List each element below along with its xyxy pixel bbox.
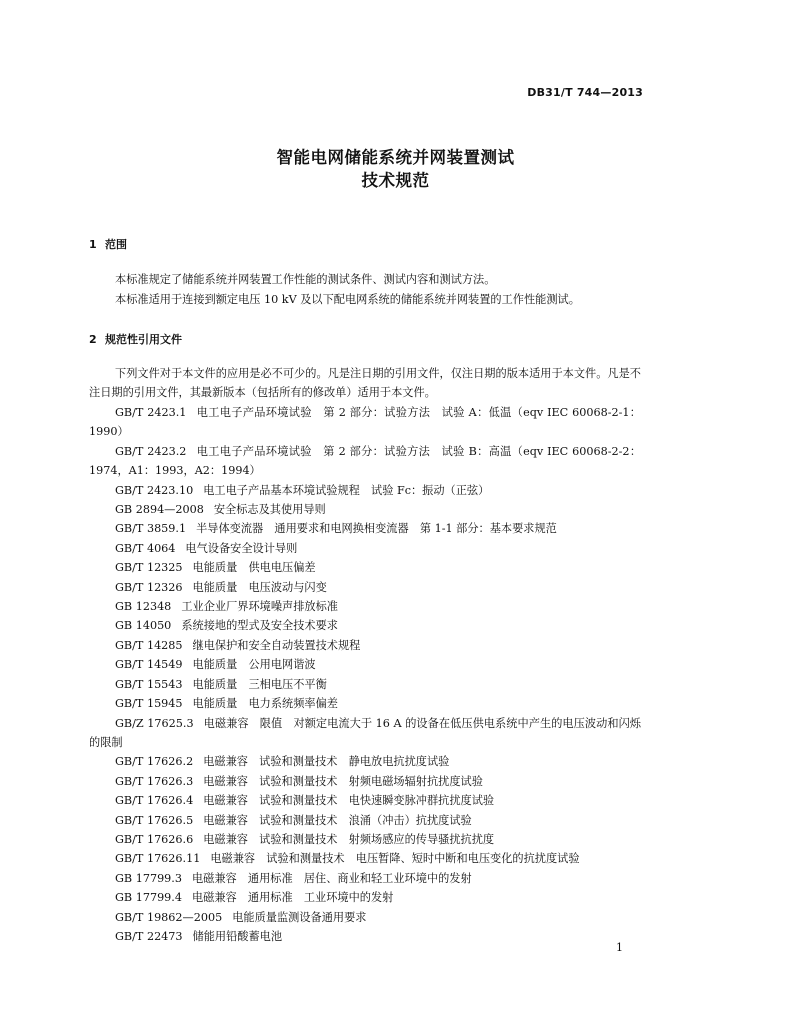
reference-title: 电磁兼容 试验和测量技术 浪涌（冲击）抗扰度试验 [203,813,472,827]
reference-title: 工业企业厂界环境噪声排放标准 [181,600,338,614]
reference-item [89,869,649,888]
reference-code: GB/T 4064 [115,541,176,555]
reference-title: 电磁兼容 试验和测量技术 射频场感应的传导骚扰抗扰度 [203,832,495,846]
reference-title: 电能质量 公用电网谐波 [192,658,316,672]
reference-title: 继电保护和安全自动装置技术规程 [192,638,361,652]
reference-code: GB/Z 17625.3 [115,716,194,730]
reference-code: GB/T 17626.5 [115,813,194,827]
title-line-1: 智能电网储能系统并网装置测试 [276,148,515,167]
reference-title: 电能质量 电力系统频率偏差 [192,697,338,711]
reference-code: GB/T 19862—2005 [115,910,223,924]
reference-code: GB/T 17626.11 [115,852,201,866]
reference-title: 电工电子产品环境试验 第 2 部分：试验方法 试验 A：低温（eqv IEC 60068-2-1：1990） [89,406,641,439]
reference-title: 电气设备安全设计导则 [185,541,298,555]
reference-item [89,403,641,442]
reference-item [89,888,649,907]
reference-title: 电磁兼容 试验和测量技术 电压暂降、短时中断和电压变化的抗扰度试验 [210,852,580,866]
reference-item [89,539,649,558]
reference-title: 电工电子产品环境试验 第 2 部分：试验方法 试验 B：高温（eqv IEC 60068-2-2：1974，A1：1993，A2：1994） [89,444,642,478]
reference-code: GB/T 2423.1 [115,406,187,419]
reference-item [89,811,649,830]
reference-code: GB/T 22473 [115,929,183,943]
reference-title: 电磁兼容 通用标准 工业环境中的发射 [191,891,394,905]
reference-item [89,481,649,500]
reference-item [89,675,649,694]
reference-item [89,714,641,753]
reference-code: GB/T 2423.10 [115,483,194,497]
reference-title: 电能质量 供电电压偏差 [192,561,316,575]
reference-code: GB 12348 [115,600,172,614]
reference-code: GB/T 15543 [115,677,183,691]
section-1-heading [89,236,127,252]
scope-paragraph-2: 本标准适用于连接到额定电压 10 kV 及以下配电网系统的储能系统并网装置的工作性能测试。 [115,293,580,306]
reference-item [89,500,649,519]
reference-code: GB/T 17626.2 [115,755,194,769]
reference-code: GB/T 14285 [115,638,183,652]
reference-title: 电磁兼容 试验和测量技术 射频电磁场辐射抗扰度试验 [203,774,483,788]
reference-title: 电磁兼容 试验和测量技术 电快速瞬变脉冲群抗扰度试验 [203,794,495,808]
reference-code: GB/T 14549 [115,658,183,672]
reference-code: GB/T 12326 [115,580,183,594]
reference-code: GB/T 17626.6 [115,832,194,846]
reference-code: GB 17799.4 [115,891,182,905]
reference-item [89,616,649,635]
reference-code: GB/T 3859.1 [115,522,187,536]
reference-item [89,908,649,927]
reference-item [89,655,649,674]
reference-item [89,927,649,946]
document-title [0,146,791,192]
references-intro: 下列文件对于本文件的应用是必不可少的。凡是注日期的引用文件，仅注日期的版本适用于本文件。凡是不注日期的引用文件，其最新版本（包括所有的修改单）适用于本文件。 [89,367,641,400]
reference-title: 安全标志及其使用导则 [213,503,326,517]
reference-item [89,519,649,538]
reference-item [89,772,649,791]
reference-title: 储能用铅酸蓄电池 [192,929,283,943]
reference-code: GB 17799.3 [115,871,182,885]
section-2-heading [89,331,182,347]
reference-item [89,558,649,577]
section-2-number: 2 [89,333,97,346]
section-2-title: 规范性引用文件 [105,333,182,346]
reference-code: GB/T 2423.2 [115,444,187,458]
reference-list [89,403,649,946]
reference-code: GB 2894—2008 [115,503,204,517]
reference-title: 电能质量 三相电压不平衡 [192,677,327,691]
reference-item [89,849,649,868]
section-1-title: 范围 [105,238,127,251]
reference-title: 电能质量 电压波动与闪变 [192,580,327,594]
reference-item [89,791,649,810]
reference-code: GB/T 17626.4 [115,794,194,808]
reference-item [89,752,649,771]
standard-number: DB31/T 744—2013 [527,86,643,99]
reference-code: GB 14050 [115,619,172,633]
reference-code: GB/T 15945 [115,697,183,711]
section-1-number: 1 [89,238,97,251]
reference-title: 电磁兼容 通用标准 居住、商业和轻工业环境中的发射 [191,871,472,885]
reference-code: GB/T 12325 [115,561,183,575]
reference-item [89,694,649,713]
reference-item [89,578,649,597]
reference-item [89,442,641,481]
reference-code: GB/T 17626.3 [115,774,194,788]
reference-title: 电磁兼容 试验和测量技术 静电放电抗扰度试验 [203,755,450,769]
reference-title: 电磁兼容 限值 对额定电流大于 16 A 的设备在低压供电系统中产生的电压波动和闪烁的限制 [89,716,641,749]
reference-title: 电工电子产品基本环境试验规程 试验 Fc：振动（正弦） [203,483,490,497]
title-line-2: 技术规范 [361,171,430,190]
reference-title: 半导体变流器 通用要求和电网换相变流器 第 1-1 部分：基本要求规范 [196,522,557,536]
scope-paragraph-1: 本标准规定了储能系统并网装置工作性能的测试条件、测试内容和测试方法。 [115,273,496,286]
page-number: 1 [616,941,623,954]
reference-title: 电能质量监测设备通用要求 [232,910,367,924]
reference-item [89,636,649,655]
reference-item [89,597,649,616]
reference-item [89,830,649,849]
reference-title: 系统接地的型式及安全技术要求 [181,619,338,633]
